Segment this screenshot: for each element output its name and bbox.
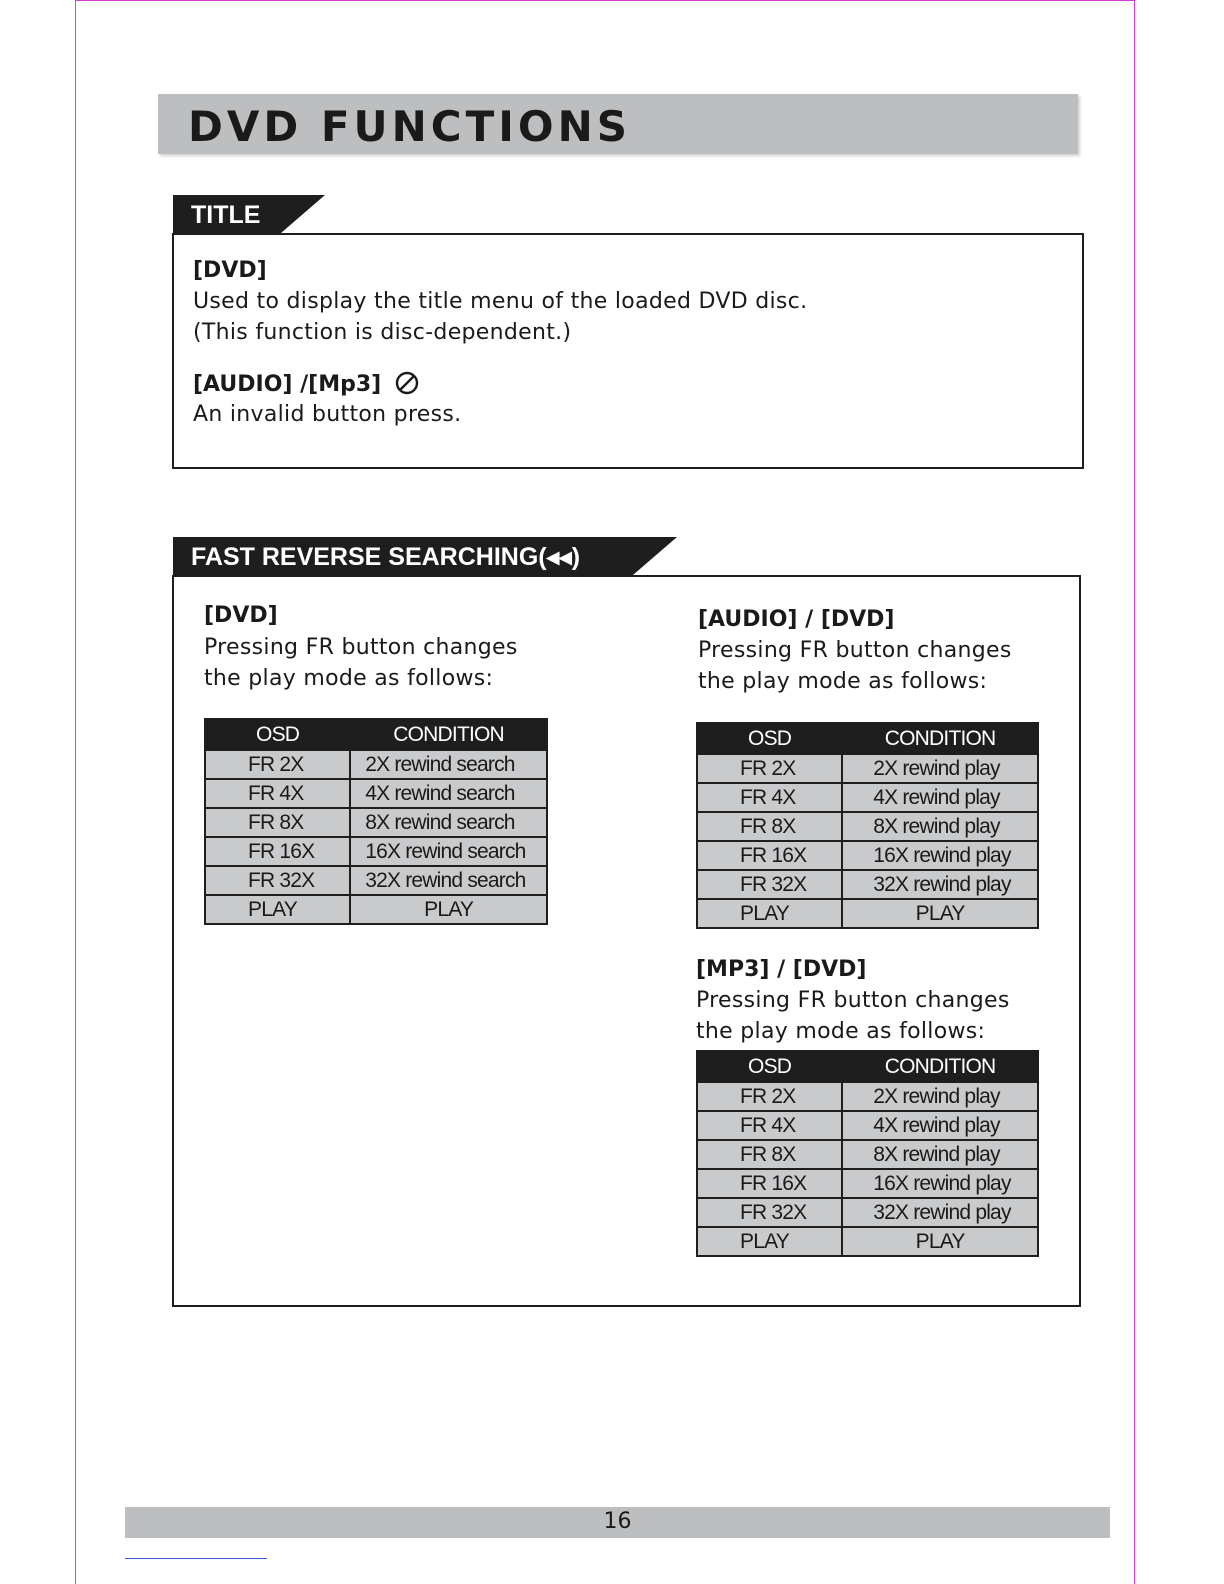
table-row	[697, 1227, 1038, 1256]
fr-dvd-heading: [DVD]	[204, 603, 278, 628]
table-row	[697, 870, 1038, 899]
table-header-condition: CONDITION	[350, 719, 547, 750]
table-row	[697, 1140, 1038, 1169]
table-cell-condition: 4X rewind search	[350, 779, 547, 808]
table-cell-osd: FR 4X	[697, 1111, 842, 1140]
table-row	[697, 754, 1038, 783]
table-row	[697, 1169, 1038, 1198]
table-cell-condition: 8X rewind search	[350, 808, 547, 837]
fr-dvd-line1: Pressing FR button changes	[204, 635, 518, 660]
fr-audio-line2: the play mode as follows:	[698, 669, 988, 694]
table-row	[697, 1111, 1038, 1140]
fr-mp3-line1: Pressing FR button changes	[696, 988, 1010, 1013]
table-cell-osd: FR 8X	[205, 808, 350, 837]
table-row	[205, 837, 547, 866]
table-header-condition: CONDITION	[842, 1051, 1038, 1082]
table-cell-osd: PLAY	[205, 895, 350, 924]
table-header-osd: OSD	[697, 1051, 842, 1082]
table-cell-osd: FR 32X	[205, 866, 350, 895]
table-row	[205, 779, 547, 808]
no-entry-icon	[395, 371, 419, 401]
fr-dvd-line2: the play mode as follows:	[204, 666, 494, 691]
fr-dvd-table	[204, 718, 548, 925]
table-cell-condition: 2X rewind play	[842, 1082, 1038, 1111]
table-cell-condition: 8X rewind play	[842, 812, 1038, 841]
table-cell-condition: 4X rewind play	[842, 1111, 1038, 1140]
fr-mp3-table	[696, 1050, 1039, 1257]
table-header-condition: CONDITION	[842, 723, 1038, 754]
table-cell-condition: 8X rewind play	[842, 1140, 1038, 1169]
table-header-row	[697, 1051, 1038, 1082]
table-cell-osd: FR 16X	[697, 841, 842, 870]
title-dvd-line2: (This function is disc-dependent.)	[193, 320, 572, 345]
table-cell-osd: FR 2X	[205, 750, 350, 779]
table-cell-condition: 32X rewind play	[842, 1198, 1038, 1227]
fr-audio-line1: Pressing FR button changes	[698, 638, 1012, 663]
table-row	[205, 808, 547, 837]
title-section-box	[172, 233, 1084, 469]
table-cell-condition: 2X rewind search	[350, 750, 547, 779]
page-number: 16	[603, 1509, 632, 1534]
table-cell-osd: FR 2X	[697, 754, 842, 783]
table-cell-condition: 32X rewind search	[350, 866, 547, 895]
table-cell-condition: 4X rewind play	[842, 783, 1038, 812]
table-header-osd: OSD	[697, 723, 842, 754]
header-bar	[158, 94, 1078, 154]
table-cell-osd: PLAY	[697, 1227, 842, 1256]
table-row	[697, 812, 1038, 841]
title-audio-heading-row	[193, 371, 419, 401]
table-cell-condition: 32X rewind play	[842, 870, 1038, 899]
table-cell-osd: PLAY	[697, 899, 842, 928]
table-header-row	[205, 719, 547, 750]
table-cell-osd: FR 2X	[697, 1082, 842, 1111]
tab-fast-reverse-section: FAST REVERSE SEARCHING(◂◂)	[173, 537, 633, 575]
table-cell-condition: 2X rewind play	[842, 754, 1038, 783]
table-cell-condition: PLAY	[350, 895, 547, 924]
table-row	[205, 895, 547, 924]
footer-bar	[125, 1507, 1110, 1538]
table-cell-osd: FR 8X	[697, 1140, 842, 1169]
table-header-osd: OSD	[205, 719, 350, 750]
page-title: DVD FUNCTIONS	[188, 102, 632, 151]
table-cell-osd: FR 8X	[697, 812, 842, 841]
table-cell-condition: 16X rewind search	[350, 837, 547, 866]
table-cell-osd: FR 32X	[697, 870, 842, 899]
table-row	[697, 899, 1038, 928]
title-dvd-line1: Used to display the title menu of the loaded DVD disc.	[193, 289, 808, 314]
title-audio-heading: [AUDIO] /[Mp3]	[193, 372, 382, 397]
table-cell-condition: 16X rewind play	[842, 841, 1038, 870]
footnote-divider	[125, 1558, 267, 1559]
table-row	[205, 866, 547, 895]
fr-mp3-line2: the play mode as follows:	[696, 1019, 986, 1044]
table-header-row	[697, 723, 1038, 754]
table-row	[205, 750, 547, 779]
table-row	[697, 1198, 1038, 1227]
table-cell-condition: PLAY	[842, 1227, 1038, 1256]
table-row	[697, 1082, 1038, 1111]
fr-mp3-heading: [MP3] / [DVD]	[696, 957, 867, 982]
table-cell-condition: 16X rewind play	[842, 1169, 1038, 1198]
fr-audio-table	[696, 722, 1039, 929]
table-cell-condition: PLAY	[842, 899, 1038, 928]
title-audio-line1: An invalid button press.	[193, 402, 462, 427]
table-cell-osd: FR 32X	[697, 1198, 842, 1227]
tab-title-section: TITLE	[173, 195, 281, 233]
table-row	[697, 841, 1038, 870]
fr-audio-heading: [AUDIO] / [DVD]	[698, 607, 895, 632]
table-row	[697, 783, 1038, 812]
table-cell-osd: FR 16X	[205, 837, 350, 866]
title-dvd-heading: [DVD]	[193, 258, 267, 283]
table-cell-osd: FR 16X	[697, 1169, 842, 1198]
table-cell-osd: FR 4X	[697, 783, 842, 812]
table-cell-osd: FR 4X	[205, 779, 350, 808]
